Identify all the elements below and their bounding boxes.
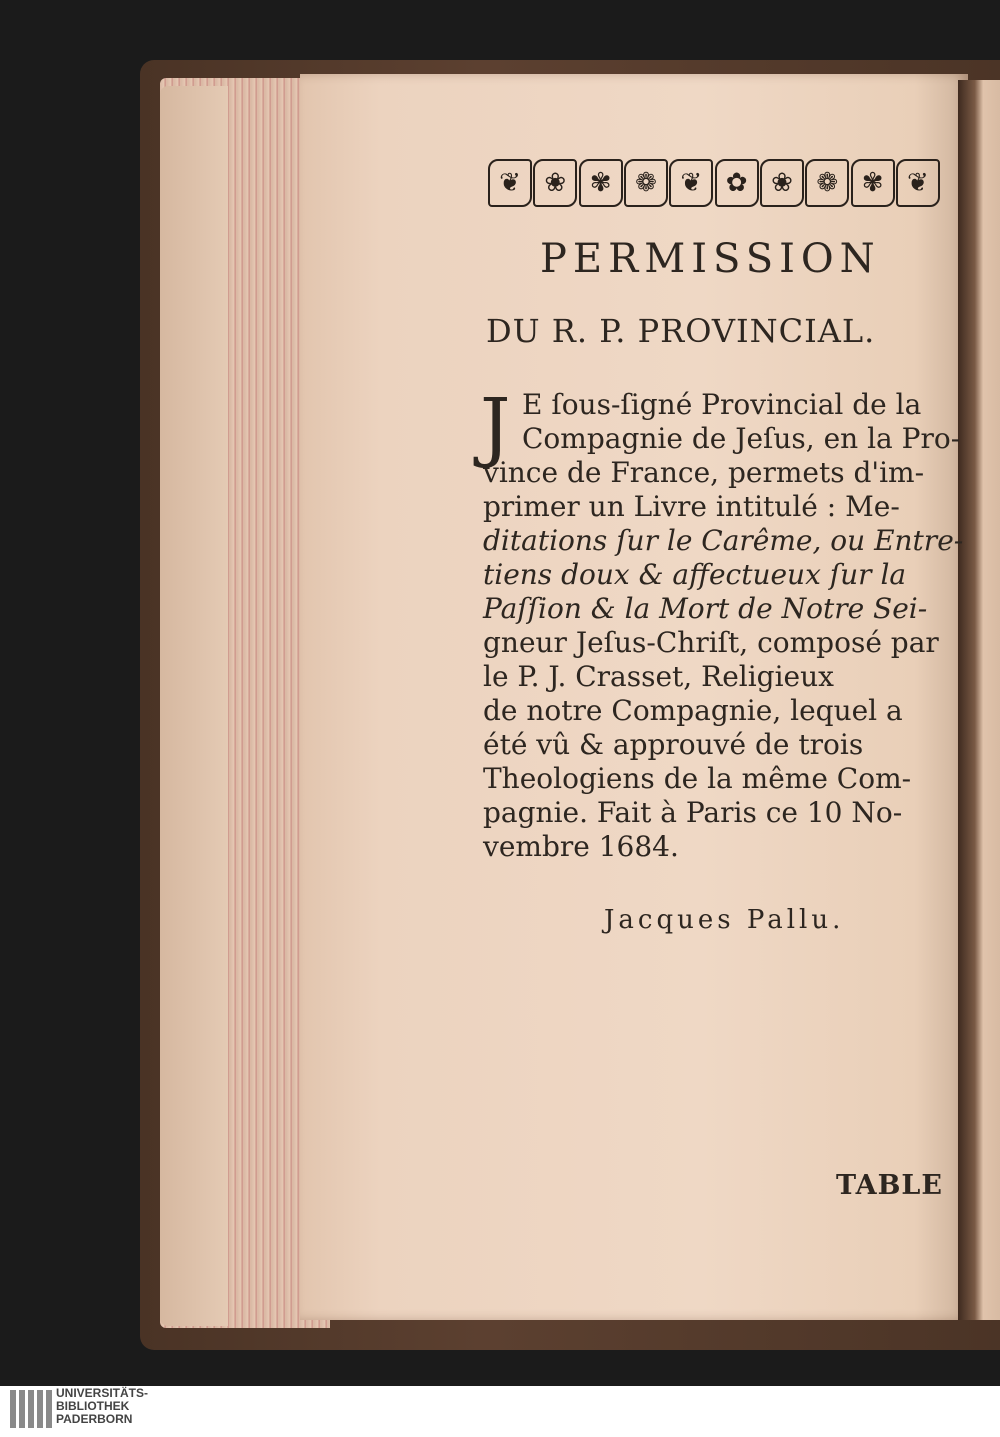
body-line: gneur Jeſus-Chriſt, composé par xyxy=(483,626,939,659)
body-line: Paſſion & la Mort de Notre Sei- xyxy=(483,592,928,625)
library-name-line: PADERBORN xyxy=(56,1412,133,1426)
body-line: primer un Livre intitulé : Me- xyxy=(483,490,900,523)
body-line: été vû & approuvé de trois xyxy=(483,728,864,761)
signature: Jacques Pallu. xyxy=(604,905,845,935)
drop-cap: J xyxy=(480,381,511,470)
catchword: TABLE xyxy=(836,1170,943,1201)
body-line: de notre Compagnie, lequel a xyxy=(483,694,903,727)
body-line: Compagnie de Jeſus, en la Pro- xyxy=(522,422,961,455)
library-name-line: UNIVERSITÄTS- xyxy=(56,1386,149,1400)
ornament-icon: ✿ xyxy=(715,159,759,207)
body-line: vembre 1684. xyxy=(483,830,679,863)
body-line: tiens doux & affectueux ſur la xyxy=(483,558,907,591)
ornament-icon: ❦ xyxy=(896,159,940,207)
ornament-icon: ❁ xyxy=(805,159,849,207)
ornament-icon: ✾ xyxy=(851,159,895,207)
gutter xyxy=(958,80,1000,1320)
body-line: vince de France, permets d'im- xyxy=(483,456,925,489)
ornament-icon: ❁ xyxy=(624,159,668,207)
ornamental-border xyxy=(488,150,940,216)
ornament-icon: ❦ xyxy=(488,159,532,207)
ornament-icon: ✾ xyxy=(579,159,623,207)
facing-page-edge xyxy=(160,86,228,1326)
body-line: le P. J. Crasset, Religieux xyxy=(483,660,834,693)
body-line: pagnie. Fait à Paris ce 10 No- xyxy=(483,796,903,829)
library-logo-icon xyxy=(10,1390,52,1428)
library-name xyxy=(56,1387,148,1426)
body-line: Theologiens de la même Com- xyxy=(483,762,912,795)
ornament-icon: ❀ xyxy=(760,159,804,207)
ornament-icon: ❀ xyxy=(533,159,577,207)
library-name-line: BIBLIOTHEK xyxy=(56,1399,130,1413)
body-line: ditations ſur le Carême, ou Entre- xyxy=(483,524,964,557)
body-line: E ſous-ſigné Provincial de la xyxy=(522,388,922,421)
library-footer xyxy=(0,1386,1000,1437)
ornament-icon: ❦ xyxy=(669,159,713,207)
page-title: PERMISSION xyxy=(540,236,881,282)
page-subtitle: DU R. P. PROVINCIAL. xyxy=(486,312,876,350)
